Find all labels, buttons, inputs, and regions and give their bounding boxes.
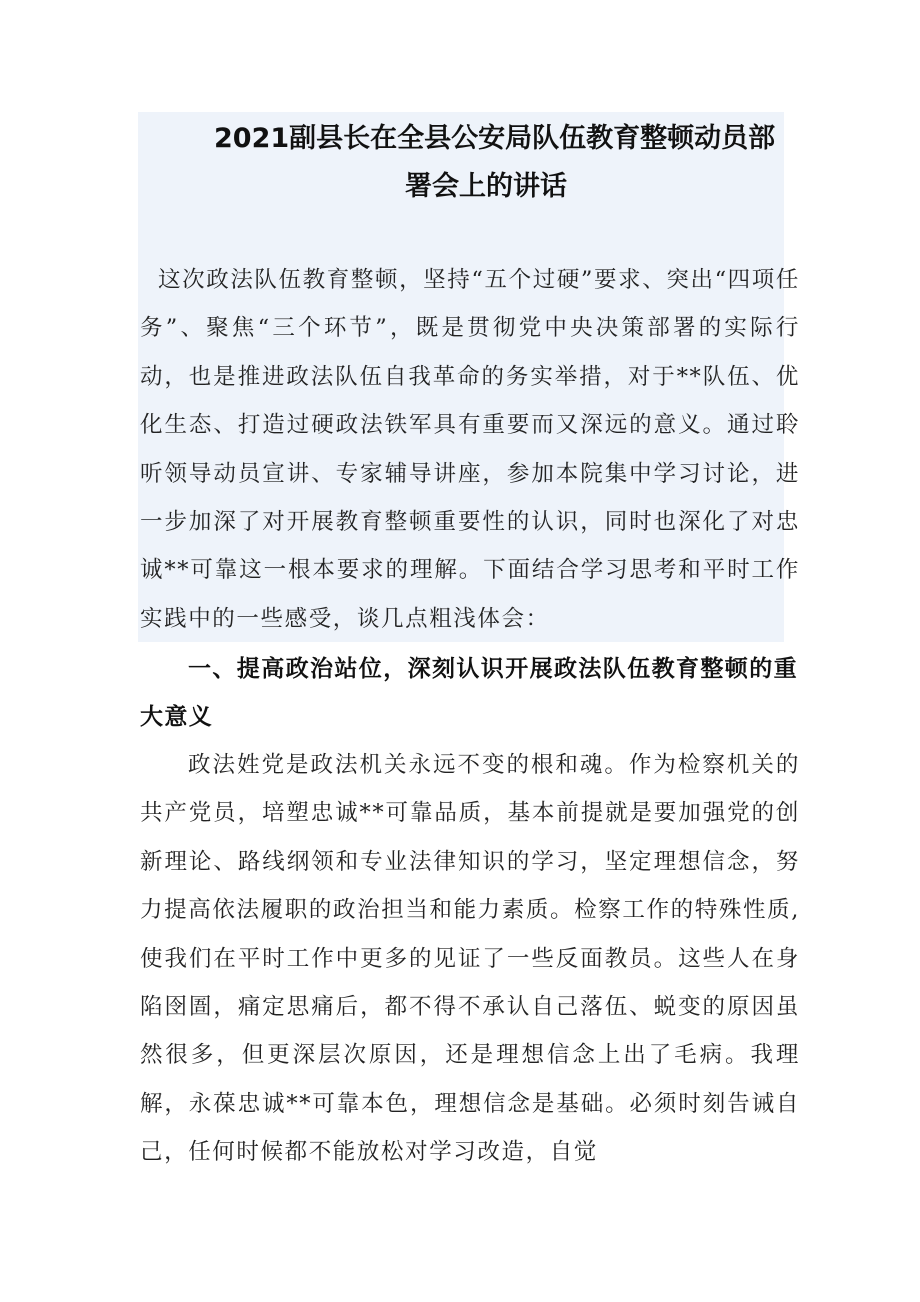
document-title (138, 112, 784, 211)
title-line-1: 2021副县长在全县公安局队伍教育整顿动员部 (214, 123, 776, 154)
title-line-2: 署会上的讲话 (405, 171, 567, 202)
section-1-heading: 一、提高政治站位，深刻认识开展政法队伍教育整顿的重大意义 (140, 656, 798, 730)
intro-paragraph: 这次政法队伍教育整顿，坚持“五个过硬”要求、突出“四项任务”、聚焦“三个环节”，既是贯彻党中央决策部署的实际行动，也是推进政法队伍自我革命的务实举措，对于**队伍、优化生态、打造过硬政法铁军具有重要而又深远的意义。通过聆听领导动员宣讲、专家辅导讲座，参加本院集中学习讨论，进一步加深了对开展教育整顿重要性的认识，同时也深化了对忠诚**可靠这一根本要求的理解。下面结合学习思考和平时工作实践中的一些感受，谈几点粗浅体会： (140, 267, 800, 632)
section-1-paragraph: 政法姓党是政法机关永远不变的根和魂。作为检察机关的共产党员，培塑忠诚**可靠品质，基本前提就是要加强党的创新理论、路线纲领和专业法律知识的学习，坚定理想信念，努力提高依法履职的政治担当和能力素质。检察工作的特殊性质,使我们在平时工作中更多的见证了一些反面教员。这些人在身陷囹圄，痛定思痛后，都不得不承认自己落伍、蜕变的原因虽然很多，但更深层次原因，还是理想信念上出了毛病。我理解，永葆忠诚**可靠本色，理想信念是基础。必须时刻告诫自己，任何时候都不能放松对学习改造，自觉 (140, 752, 800, 1166)
